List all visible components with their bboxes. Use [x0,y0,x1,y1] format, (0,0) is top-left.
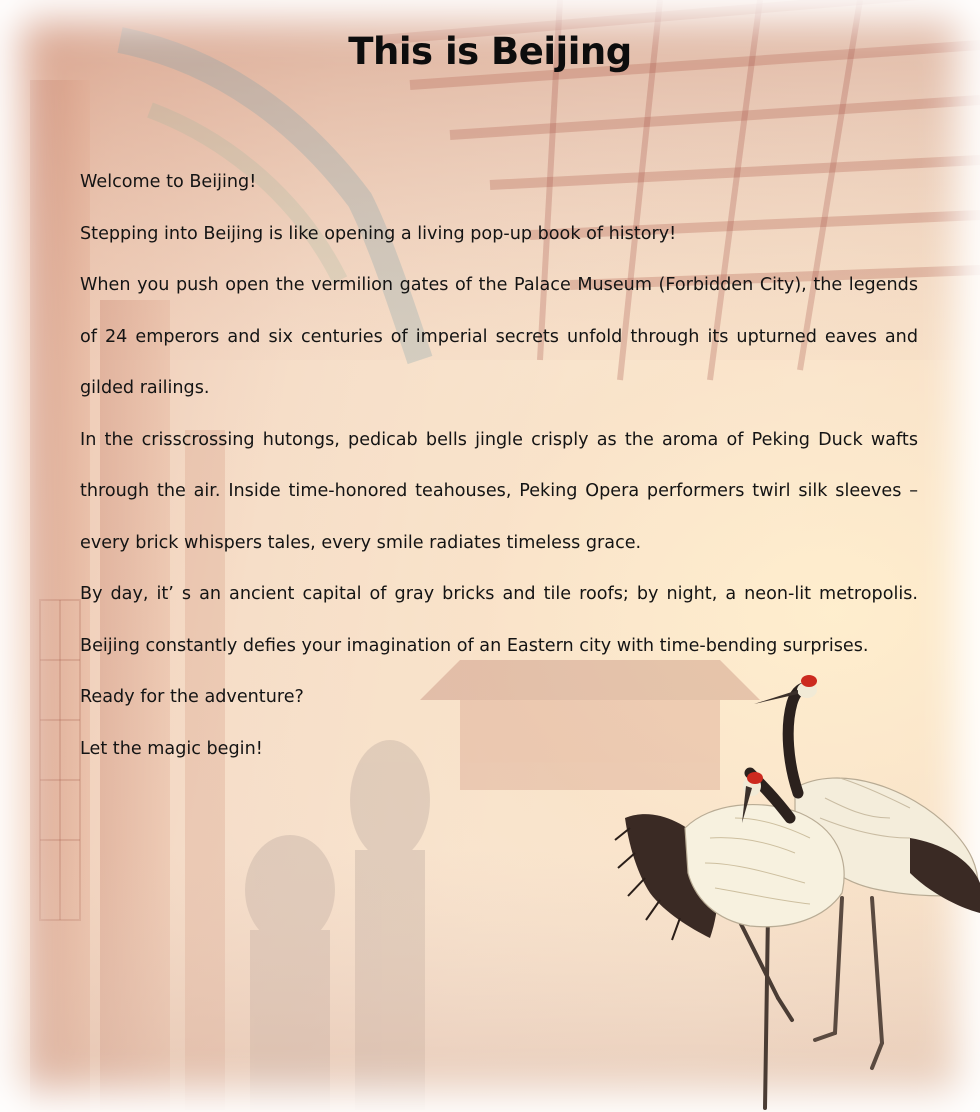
paragraph-closing: Let the magic begin! [80,738,263,759]
paragraph-hutongs: In the crisscrossing hutongs, pedicab bells jingle crisply as the aroma of Peking Duck wafts through the air. Inside time-honored teahouses, Peking Opera performers twirl silk sleeves – every brick whispers tales, every smile radiates timeless grace. [80,429,918,553]
page-title: This is Beijing [348,30,632,73]
paragraph-adventure: Ready for the adventure? [80,687,304,707]
article-body [80,157,918,775]
paragraph-palace-museum: When you push open the vermilion gates of the Palace Museum (Forbidden City), the legends of 24 emperors and six centuries of imperial secrets unfold through its upturned eaves and gilded railings. [80,275,918,398]
paragraph-intro: Stepping into Beijing is like opening a living pop-up book of history! [80,223,677,244]
paragraph-day-night: By day, it’ s an ancient capital of gray bricks and tile roofs; by night, a neon-lit metropolis. Beijing constantly defies your imagination of an Eastern city with time-bending surprises. [80,584,918,656]
paragraph-welcome: Welcome to Beijing! [80,172,257,192]
